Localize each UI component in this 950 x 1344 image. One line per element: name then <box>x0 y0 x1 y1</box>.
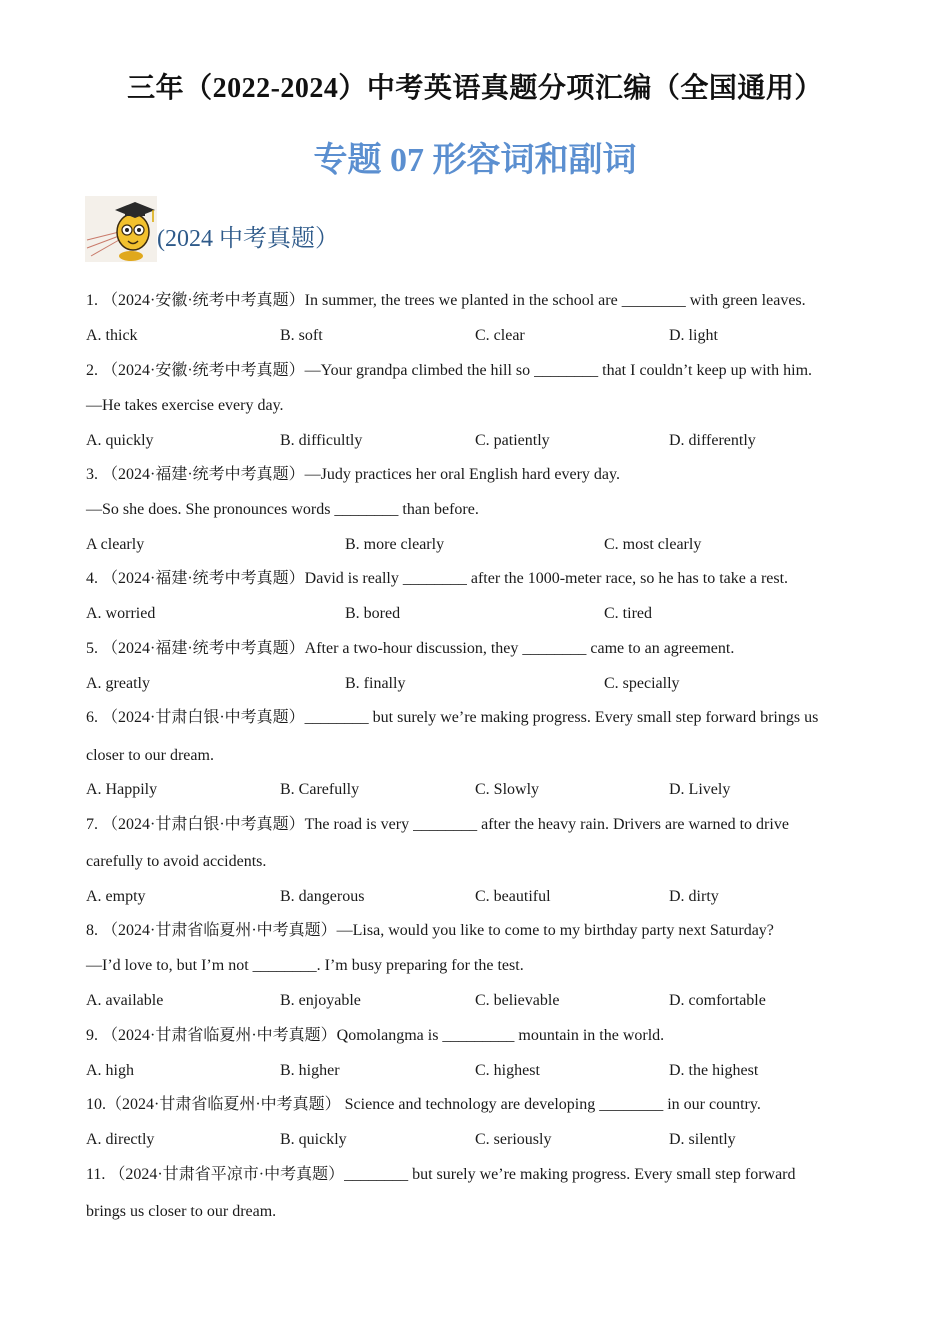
question-7-stem: 7. （2024·甘肃白银·中考真题）The road is very ________ after the heavy rain. Drivers are warned to drive <box>86 816 789 833</box>
question-2-stem-line2: —He takes exercise every day. <box>86 397 284 414</box>
option-c: C. most clearly <box>604 536 702 553</box>
option-b: B. higher <box>280 1062 340 1079</box>
question-2-stem: 2. （2024·安徽·统考中考真题）—Your grandpa climbed the hill so ________ that I couldn’t keep up with him. <box>86 362 813 379</box>
option-c: C. believable <box>475 992 560 1009</box>
option-c: C. beautiful <box>475 888 551 905</box>
option-d: D. dirty <box>669 888 719 905</box>
question-3-stem: 3. （2024·福建·统考中考真题）—Judy practices her oral English hard every day. <box>86 466 620 483</box>
option-c: C. tired <box>604 605 652 622</box>
option-b: B. more clearly <box>345 536 445 553</box>
option-a: A. Happily <box>86 781 158 798</box>
option-d: D. light <box>669 327 718 344</box>
section-header <box>85 196 339 262</box>
question-11-stem: 11. （2024·甘肃省平凉市·中考真题）________ but surely we’re making progress. Every small step forward <box>86 1166 796 1183</box>
option-a: A. high <box>86 1062 134 1079</box>
question-5-stem: 5. （2024·福建·统考中考真题）After a two-hour discussion, they ________ came to an agreement. <box>86 640 735 657</box>
option-c: C. highest <box>475 1062 540 1079</box>
option-b: B. Carefully <box>280 781 360 798</box>
question-6-stem: 6. （2024·甘肃白银·中考真题）________ but surely we’re making progress. Every small step forward brings us <box>86 709 819 726</box>
option-d: D. comfortable <box>669 992 766 1009</box>
question-10-stem: 10.（2024·甘肃省临夏州·中考真题） Science and technology are developing ________ in our country. <box>86 1096 761 1113</box>
option-b: B. dangerous <box>280 888 365 905</box>
question-7-stem-line2: carefully to avoid accidents. <box>86 853 267 870</box>
option-c: C. Slowly <box>475 781 540 798</box>
option-a: A. greatly <box>86 675 150 692</box>
option-d: D. Lively <box>669 781 731 798</box>
option-d: D. the highest <box>669 1062 759 1079</box>
option-a: A. directly <box>86 1131 155 1148</box>
topic-title: 专题 07 形容词和副词 <box>313 142 637 179</box>
option-d: D. differently <box>669 432 756 449</box>
option-b: B. soft <box>280 327 323 344</box>
question-11-stem-line2: brings us closer to our dream. <box>86 1203 277 1220</box>
option-a: A. available <box>86 992 164 1009</box>
question-4-stem: 4. （2024·福建·统考中考真题）David is really ________ after the 1000-meter race, so he has to take a rest. <box>86 570 789 587</box>
option-a: A. quickly <box>86 432 154 449</box>
option-b: B. finally <box>345 675 406 692</box>
section-label: (2024 中考真题） <box>157 225 339 252</box>
option-a: A clearly <box>86 536 145 553</box>
question-6-stem-line2: closer to our dream. <box>86 747 214 764</box>
option-d: D. silently <box>669 1131 736 1148</box>
option-b: B. bored <box>345 605 401 622</box>
question-8-stem-line2: —I’d love to, but I’m not ________. I’m busy preparing for the test. <box>86 957 524 974</box>
option-c: C. clear <box>475 327 525 344</box>
option-c: C. specially <box>604 675 680 692</box>
question-3-stem-line2: —So she does. She pronounces words ________ than before. <box>86 501 479 518</box>
option-b: B. quickly <box>280 1131 347 1148</box>
question-9-stem: 9. （2024·甘肃省临夏州·中考真题）Qomolangma is _________ mountain in the world. <box>86 1027 665 1044</box>
option-a: A. empty <box>86 888 146 905</box>
option-a: A. thick <box>86 327 138 344</box>
question-1-stem: 1. （2024·安徽·统考中考真题）In summer, the trees we planted in the school are ________ with green leaves. <box>86 292 806 309</box>
option-b: B. difficultly <box>280 432 363 449</box>
option-c: C. seriously <box>475 1131 552 1148</box>
option-c: C. patiently <box>475 432 550 449</box>
question-8-stem: 8. （2024·甘肃省临夏州·中考真题）—Lisa, would you like to come to my birthday party next Saturday? <box>86 922 774 939</box>
option-a: A. worried <box>86 605 156 622</box>
page-title: 三年（2022-2024）中考英语真题分项汇编（全国通用） <box>127 73 823 104</box>
cartoon-graduate-mascot-icon <box>85 196 157 262</box>
option-b: B. enjoyable <box>280 992 361 1009</box>
